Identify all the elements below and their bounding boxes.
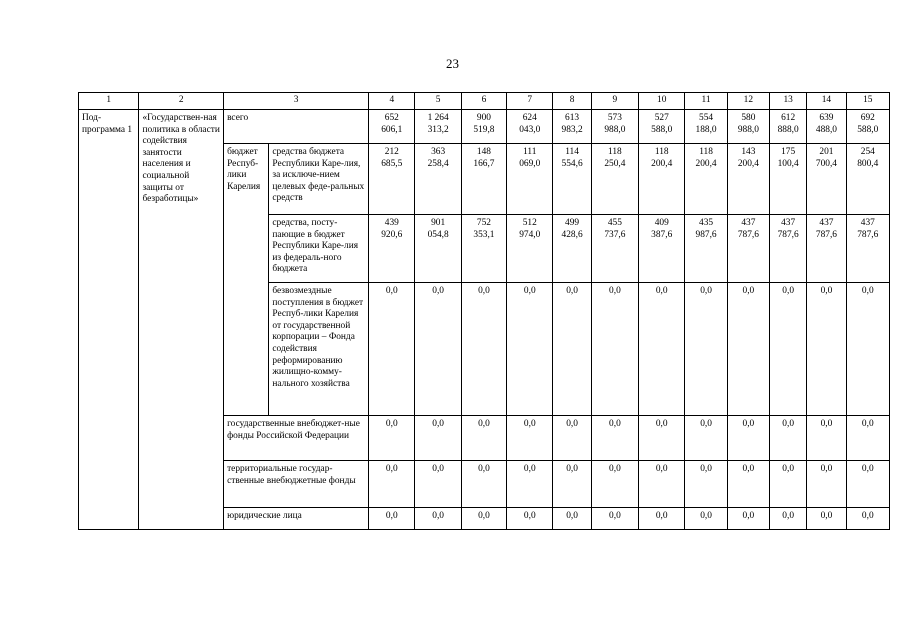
value-cell xyxy=(685,416,727,461)
value-part: 0,0 xyxy=(478,419,490,429)
value-part: 787,6 xyxy=(737,229,759,240)
value-cell xyxy=(461,461,506,508)
value-part: 0,0 xyxy=(742,511,755,521)
value-part: 527 xyxy=(654,113,669,123)
value-cell xyxy=(553,144,591,215)
value-cell xyxy=(415,144,461,215)
value-cell xyxy=(846,144,889,215)
value-cell xyxy=(770,144,807,215)
header-cell: 7 xyxy=(507,93,553,110)
value-part: 787,6 xyxy=(777,229,799,240)
value-cell xyxy=(846,508,889,530)
value-part: 920,6 xyxy=(381,229,403,240)
value-part: 685,5 xyxy=(381,158,403,169)
value-cell xyxy=(461,110,506,144)
row-label: территориальные государ-ственные внебюджетные фонды xyxy=(224,461,369,508)
value-part: 987,6 xyxy=(695,229,717,240)
value-part: 0,0 xyxy=(478,511,490,521)
value-part: 652 xyxy=(384,113,399,123)
value-part: 200,4 xyxy=(695,158,717,169)
value-cell xyxy=(639,283,685,416)
header-cell: 9 xyxy=(591,93,638,110)
value-cell xyxy=(507,110,553,144)
value-cell xyxy=(369,110,415,144)
value-part: 188,0 xyxy=(695,124,717,135)
value-part: 0,0 xyxy=(700,464,712,474)
value-part: 900 xyxy=(476,113,491,123)
value-cell xyxy=(807,461,846,508)
value-part: 118 xyxy=(654,147,669,157)
row-label: средства, посту-пающие в бюджет Республики Каре-лия из федераль-ного бюджета xyxy=(269,215,369,283)
value-cell xyxy=(591,215,638,283)
value-part: 455 xyxy=(607,218,622,228)
value-part: 0,0 xyxy=(385,511,398,521)
value-cell xyxy=(685,144,727,215)
header-cell: 5 xyxy=(415,93,461,110)
value-part: 983,2 xyxy=(561,124,583,135)
value-part: 0,0 xyxy=(432,419,444,429)
value-cell xyxy=(461,508,506,530)
value-part: 175 xyxy=(781,147,796,157)
value-part: 409 xyxy=(654,218,669,228)
value-cell xyxy=(507,144,553,215)
value-cell xyxy=(807,110,846,144)
value-cell xyxy=(727,283,769,416)
value-part: 800,4 xyxy=(857,158,879,169)
value-cell xyxy=(507,461,553,508)
value-part: 1 264 xyxy=(427,113,449,123)
value-cell xyxy=(461,144,506,215)
value-part: 254 xyxy=(860,147,875,157)
value-part: 0,0 xyxy=(609,464,621,474)
value-part: 700,4 xyxy=(815,158,837,169)
value-cell xyxy=(639,416,685,461)
value-part: 353,1 xyxy=(473,229,495,240)
value-cell xyxy=(685,461,727,508)
header-cell: 14 xyxy=(807,93,846,110)
value-part: 0,0 xyxy=(782,419,794,429)
value-part: 437 xyxy=(781,218,796,228)
value-part: 100,4 xyxy=(777,158,799,169)
header-row xyxy=(79,93,890,110)
value-part: 0,0 xyxy=(609,286,621,296)
budget-group-label: бюджет Респуб-лики Карелия xyxy=(224,144,269,416)
value-part: 0,0 xyxy=(478,464,490,474)
value-cell xyxy=(727,416,769,461)
value-part: 0,0 xyxy=(385,286,398,296)
funding-table xyxy=(78,92,890,530)
value-part: 787,6 xyxy=(815,229,837,240)
value-part: 0,0 xyxy=(609,419,621,429)
value-cell xyxy=(591,461,638,508)
value-part: 988,0 xyxy=(737,124,759,135)
value-cell xyxy=(591,416,638,461)
value-cell xyxy=(846,416,889,461)
value-cell xyxy=(846,283,889,416)
value-part: 200,4 xyxy=(651,158,673,169)
value-part: 692 xyxy=(860,113,875,123)
value-cell xyxy=(415,461,461,508)
header-cell: 13 xyxy=(770,93,807,110)
value-part: 435 xyxy=(699,218,714,228)
value-cell xyxy=(591,283,638,416)
value-part: 888,0 xyxy=(777,124,799,135)
value-part: 437 xyxy=(741,218,756,228)
value-cell xyxy=(770,416,807,461)
value-part: 313,2 xyxy=(427,124,449,135)
value-part: 437 xyxy=(860,218,875,228)
value-part: 0,0 xyxy=(782,286,794,296)
value-cell xyxy=(369,144,415,215)
value-part: 0,0 xyxy=(655,511,668,521)
program-type-cell: Под-программа 1 xyxy=(79,110,139,530)
value-cell xyxy=(507,508,553,530)
value-cell xyxy=(553,283,591,416)
value-part: 363 xyxy=(431,147,446,157)
value-part: 554 xyxy=(699,113,714,123)
value-part: 613 xyxy=(565,113,580,123)
value-part: 0,0 xyxy=(700,419,712,429)
header-cell: 11 xyxy=(685,93,727,110)
value-part: 428,6 xyxy=(561,229,583,240)
value-part: 0,0 xyxy=(432,464,444,474)
value-part: 0,0 xyxy=(523,419,536,429)
value-part: 0,0 xyxy=(861,464,874,474)
value-part: 0,0 xyxy=(523,464,536,474)
value-part: 387,6 xyxy=(651,229,673,240)
value-part: 519,8 xyxy=(473,124,495,135)
value-cell xyxy=(461,215,506,283)
value-part: 0,0 xyxy=(820,286,833,296)
value-cell xyxy=(639,110,685,144)
value-cell xyxy=(507,215,553,283)
value-cell xyxy=(461,283,506,416)
value-cell xyxy=(553,461,591,508)
value-part: 069,0 xyxy=(519,158,541,169)
value-cell xyxy=(846,215,889,283)
value-cell xyxy=(770,110,807,144)
value-part: 499 xyxy=(565,218,580,228)
value-part: 639 xyxy=(819,113,834,123)
value-part: 606,1 xyxy=(381,124,403,135)
value-part: 0,0 xyxy=(432,286,444,296)
value-part: 0,0 xyxy=(566,286,578,296)
value-cell xyxy=(770,215,807,283)
value-part: 0,0 xyxy=(700,286,712,296)
value-cell xyxy=(807,144,846,215)
value-part: 0,0 xyxy=(820,419,833,429)
value-cell xyxy=(553,215,591,283)
header-cell: 10 xyxy=(639,93,685,110)
value-part: 111 xyxy=(523,147,537,157)
page-number: 23 xyxy=(446,56,459,71)
value-cell xyxy=(553,110,591,144)
row-label: юридические лица xyxy=(224,508,369,530)
row-label: безвозмездные поступления в бюджет Респуб-лики Карелия от государственной корпорации – Фонда содействия реформированию жилищно-комму-нального хозяйства xyxy=(269,283,369,416)
value-cell xyxy=(846,110,889,144)
row-label: всего xyxy=(224,110,369,144)
value-part: 212 xyxy=(384,147,399,157)
value-cell xyxy=(770,461,807,508)
value-cell xyxy=(415,110,461,144)
value-part: 439 xyxy=(384,218,399,228)
header-cell: 15 xyxy=(846,93,889,110)
value-cell xyxy=(553,416,591,461)
value-part: 0,0 xyxy=(566,511,578,521)
value-part: 0,0 xyxy=(861,419,874,429)
value-part: 988,0 xyxy=(604,124,626,135)
value-part: 0,0 xyxy=(861,286,874,296)
value-part: 0,0 xyxy=(820,511,833,521)
value-cell xyxy=(415,508,461,530)
value-cell xyxy=(727,215,769,283)
value-part: 0,0 xyxy=(432,511,444,521)
value-cell xyxy=(727,461,769,508)
value-part: 0,0 xyxy=(742,286,755,296)
value-part: 554,6 xyxy=(561,158,583,169)
value-cell xyxy=(685,215,727,283)
value-part: 0,0 xyxy=(700,511,712,521)
value-part: 787,6 xyxy=(857,229,879,240)
value-part: 752 xyxy=(476,218,491,228)
value-part: 0,0 xyxy=(523,286,536,296)
value-cell xyxy=(507,416,553,461)
value-part: 612 xyxy=(781,113,796,123)
header-cell: 4 xyxy=(369,93,415,110)
value-cell xyxy=(639,215,685,283)
value-cell xyxy=(807,283,846,416)
value-cell xyxy=(846,461,889,508)
value-part: 0,0 xyxy=(861,511,874,521)
header-cell: 2 xyxy=(139,93,224,110)
value-cell xyxy=(685,508,727,530)
value-part: 0,0 xyxy=(782,511,794,521)
value-cell xyxy=(369,508,415,530)
header-cell: 12 xyxy=(727,93,769,110)
value-cell xyxy=(591,144,638,215)
value-part: 114 xyxy=(565,147,579,157)
value-part: 588,0 xyxy=(651,124,673,135)
value-part: 0,0 xyxy=(742,464,755,474)
value-part: 0,0 xyxy=(609,511,621,521)
value-part: 0,0 xyxy=(742,419,755,429)
value-part: 166,7 xyxy=(473,158,495,169)
row-label: средства бюджета Республики Каре-лия, за исключе-нием целевых феде-ральных средств xyxy=(269,144,369,215)
value-part: 0,0 xyxy=(655,464,668,474)
value-cell xyxy=(591,508,638,530)
value-part: 624 xyxy=(522,113,537,123)
value-part: 118 xyxy=(699,147,713,157)
value-cell xyxy=(685,283,727,416)
value-part: 488,0 xyxy=(815,124,837,135)
value-part: 118 xyxy=(608,147,622,157)
value-part: 737,6 xyxy=(604,229,626,240)
value-part: 258,4 xyxy=(427,158,449,169)
value-part: 0,0 xyxy=(655,286,668,296)
value-part: 250,4 xyxy=(604,158,626,169)
value-cell xyxy=(727,508,769,530)
value-part: 0,0 xyxy=(385,419,398,429)
value-cell xyxy=(807,215,846,283)
value-part: 0,0 xyxy=(782,464,794,474)
value-cell xyxy=(770,508,807,530)
value-cell xyxy=(369,215,415,283)
value-part: 0,0 xyxy=(523,511,536,521)
value-cell xyxy=(461,416,506,461)
value-part: 437 xyxy=(819,218,834,228)
value-cell xyxy=(415,215,461,283)
value-part: 512 xyxy=(522,218,537,228)
value-cell xyxy=(369,461,415,508)
value-part: 201 xyxy=(819,147,834,157)
value-part: 148 xyxy=(476,147,491,157)
value-cell xyxy=(639,508,685,530)
value-part: 0,0 xyxy=(566,419,578,429)
header-cell: 6 xyxy=(461,93,506,110)
value-cell xyxy=(807,416,846,461)
value-cell xyxy=(415,416,461,461)
value-part: 588,0 xyxy=(857,124,879,135)
value-cell xyxy=(807,508,846,530)
value-part: 143 xyxy=(741,147,756,157)
value-cell xyxy=(685,110,727,144)
value-part: 901 xyxy=(431,218,446,228)
value-cell xyxy=(727,110,769,144)
value-cell xyxy=(639,144,685,215)
value-part: 0,0 xyxy=(655,419,668,429)
value-cell xyxy=(369,283,415,416)
value-part: 573 xyxy=(607,113,622,123)
row-label: государственные внебюджет-ные фонды Российской Федерации xyxy=(224,416,369,461)
table-row-total xyxy=(79,110,890,144)
value-part: 974,0 xyxy=(519,229,541,240)
header-cell: 3 xyxy=(224,93,369,110)
value-part: 0,0 xyxy=(385,464,398,474)
value-cell xyxy=(415,283,461,416)
header-cell: 8 xyxy=(553,93,591,110)
value-cell xyxy=(553,508,591,530)
value-part: 0,0 xyxy=(478,286,490,296)
value-part: 0,0 xyxy=(820,464,833,474)
header-cell: 1 xyxy=(79,93,139,110)
program-name-cell: «Государствен-ная политика в области содействия занятости населения и социальной защиты от безработицы» xyxy=(139,110,224,530)
value-part: 580 xyxy=(741,113,756,123)
value-cell xyxy=(727,144,769,215)
value-cell xyxy=(591,110,638,144)
value-part: 054,8 xyxy=(427,229,449,240)
value-part: 0,0 xyxy=(566,464,578,474)
value-cell xyxy=(639,461,685,508)
value-cell xyxy=(507,283,553,416)
value-part: 043,0 xyxy=(519,124,541,135)
value-cell xyxy=(369,416,415,461)
value-cell xyxy=(770,283,807,416)
value-part: 200,4 xyxy=(737,158,759,169)
